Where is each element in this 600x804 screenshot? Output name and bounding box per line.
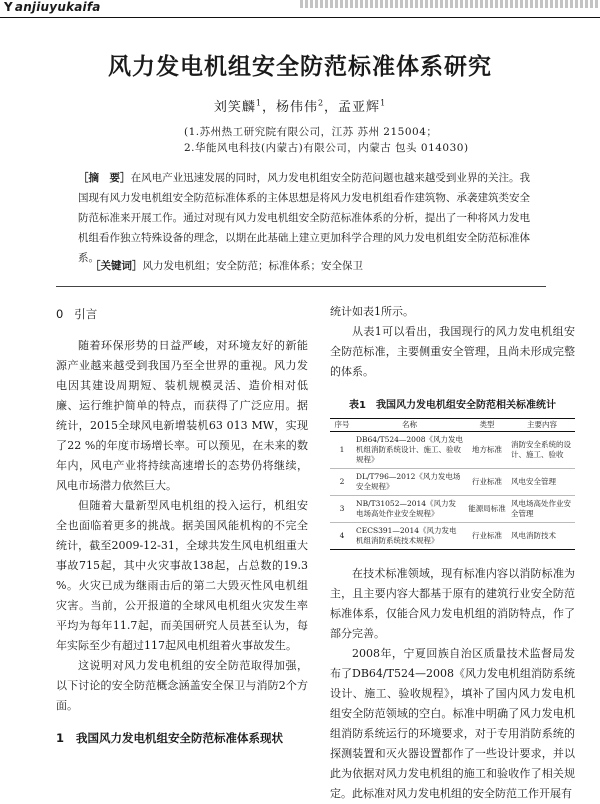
abstract-label: ［摘 要］ [78,172,131,184]
cell-type: 能源局标准 [465,496,509,523]
header-divider [56,286,546,287]
keywords-text: 风力发电机组；安全防范；标准体系；安全保卫 [142,260,363,272]
continued-text: 统计如表1所示。 [330,305,414,318]
standards-table [330,418,575,550]
keywords-label: ［关键词］ [90,260,143,272]
col-header-index: 序号 [330,419,354,432]
intro-paragraph-2: 但随着大量新型风电机组的投入运行，机组安全也面临着更多的挑战。据美国风能机构的不完全统计，截至2009-12-31，全球共发生风电机组重大事故715起，其中火灾事故138起，占总数的19.3 %。火灾已成为继雨击后的第二大毁灭性风电机组灾害。当前，公开报道的全球风电机组火灾发生率平均为每年11.7起，而美国研究人员甚至认为，每年实际至少有超过117起风电机组着火事故发生。 [56,499,308,652]
journal-header [0,0,600,18]
journal-logo-mark: Y [4,0,13,14]
cell-index: 2 [330,469,354,496]
cell-content: 风电场高处作业安全管理 [509,496,575,523]
cell-name: DL/T796—2012《风力发电场安全规程》 [354,469,465,496]
author-line [0,96,600,115]
table-intro-paragraph: 从表1可以看出，我国现行的风力发电机组安全防范标准，主要侧重安全管理，且尚未形成完整的体系。 [330,325,575,378]
affiliation-2: 2.华能风电科技(内蒙古)有限公司，内蒙古 包头 014030) [184,142,469,154]
cell-type: 行业标准 [465,469,509,496]
left-column [56,304,308,748]
author-1: 刘笑麟 [213,100,256,115]
section-1-heading [56,728,308,748]
col-header-type: 类型 [465,419,509,432]
header-strip [300,0,600,8]
cell-name: NB/T31052—2014《风力发电场高处作业安全规程》 [354,496,465,523]
cell-content: 消防安全系统的设计、施工、验收 [509,432,575,469]
abstract-text: 在风电产业迅速发展的同时，风力发电机组安全防范问题也越来越受到业界的关注。我国现有风力发电机组安全防范标准体系的主体思想是将风力发电机组看作建筑物、承袭建筑类安全防范标准来开展工作。通过对现有风力发电机组安全防范标准体系的分析，提出了一种将风力发电机组看作独立特殊设备的理念，以期在此基础上建立更加科学合理的风力发电机组安全防范标准体系。 [78,172,531,264]
author-3: ，孟亚辉 [324,100,381,115]
col-header-content: 主要内容 [509,419,575,432]
section-0-title: 引言 [74,307,98,321]
cell-type: 地方标准 [465,432,509,469]
section-1-number: 1 [56,731,65,745]
author-3-affil-mark: 1 [380,98,387,108]
cell-content: 风电消防技术 [511,531,556,540]
journal-brand-text: anjiuyukaifa [14,0,101,14]
journal-brand [4,0,101,14]
table-row [330,523,575,550]
section-1-title: 我国风力发电机组安全防范标准体系现状 [76,731,284,745]
cell-content: 风电安全管理 [509,469,575,496]
body-paragraph-tech-standards: 在技术标准领域，现有标准内容以消防标准为主，且主要内容大都基于原有的建筑行业安全防范标准体系，仅能合风力发电机组的消防特点，作了部分完善。 [330,567,575,640]
author-1-affil-mark: 1 [255,98,262,108]
right-column [330,302,575,804]
cell-index: 4 [339,531,345,540]
table-header-row [330,419,575,432]
keywords [90,258,530,273]
cell-type: 行业标准 [472,531,502,540]
table-row [330,469,575,496]
cell-name: CECS391—2014《风力发电机组消防系统技术规程》 [356,526,457,545]
abstract [78,168,530,268]
intro-paragraph-1: 随着环保形势的日益严峻，对环境友好的新能源产业越来越受到我国乃至全世界的重视。风力发电因其建设周期短、装机规模灵活、造价相对低廉、运行维护简单的特点，而获得了广泛应用。据统计，2015全球风电新增装机63 013 MW，实现了22 %的年度市场增长率。可以预见，在未来的数年内，风电产业将持续高速增长的态势仍将继续，风电市场潜力依然巨大。 [56,339,308,492]
section-0-heading [56,304,308,324]
paper-title: 风力发电机组安全防范标准体系研究 [108,54,492,80]
author-2: ，杨伟伟 [261,100,318,115]
table-row [330,432,575,469]
table-1-caption: 表1 我国风力发电机组安全防范相关标准统计 [349,400,556,411]
affiliation-1: (1.苏州热工研究院有限公司，江苏 苏州 215004； [184,126,438,138]
cell-index: 3 [330,496,354,523]
author-2-affil-mark: 2 [317,98,325,108]
cell-index: 1 [330,432,354,469]
intro-paragraph-3: 这说明对风力发电机组的安全防范取得加强，以下讨论的安全防范概念涵盖安全保卫与消防2个方面。 [56,659,308,712]
col-header-name: 名称 [354,419,465,432]
body-paragraph-2008: 2008年，宁夏回族自治区质量技术监督局发布了DB64/T524—2008《风力发电机组消防系统设计、施工、验收规程》，填补了国内风力发电机组安全防范领域的空白。标准中明确了风力发电机组消防系统运行的环境要求，对于专用消防系统的探测装置和灭火器设置都作了一些设计要求，并以此为依据对风力发电机组的施工和验收作了相关规定。此标准对风力发电机组的安全防范工作开展有 [330,647,575,800]
section-0-number: 0 [56,307,64,321]
cell-name: DB64/T524—2008《风力发电机组消防系统设计、施工、验收规程》 [354,432,465,469]
table-row [330,496,575,523]
